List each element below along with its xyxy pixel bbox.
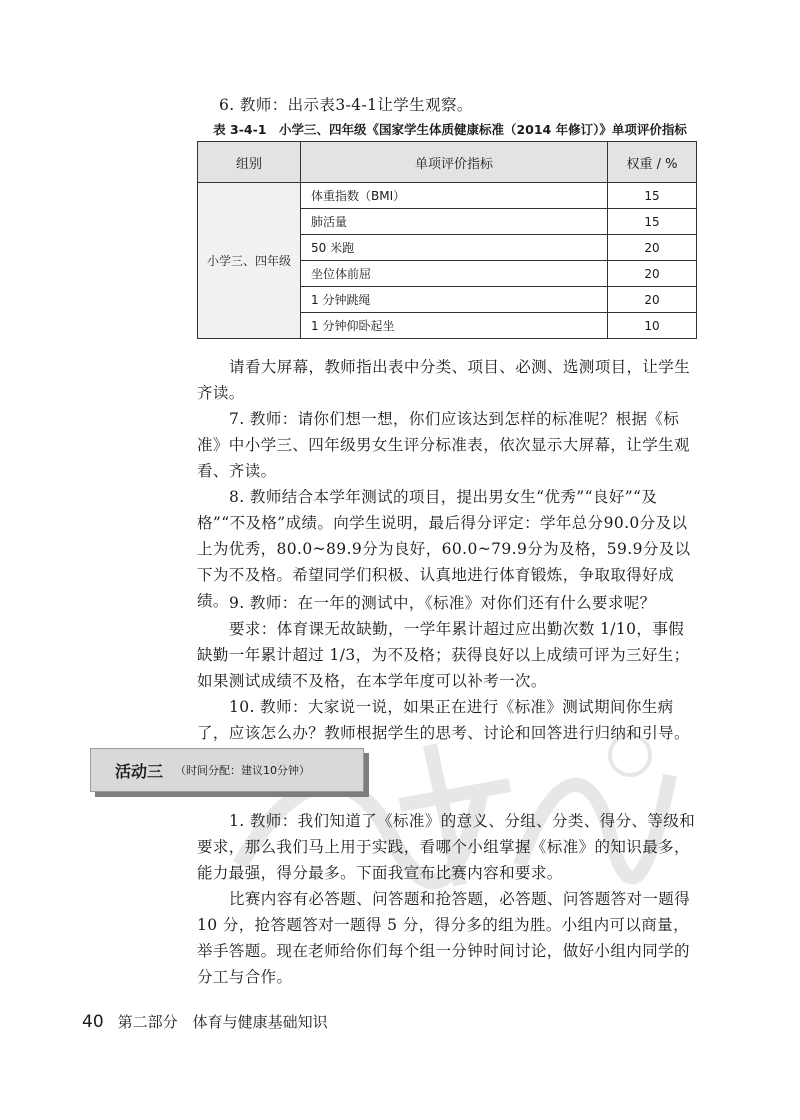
table-row [198,183,697,209]
activity-title: 活动三 [115,761,164,781]
activity-paragraph-2: 比赛内容有必答题、问答题和抢答题，必答题、问答题答对一题得 10 分，抢答题答对一题得 5 分，得分多的组为胜。小组内可以商量，举手答题。现在老师给你们每个组一分钟时间讨论，做好小组内同学的分工与合作。 [197,890,691,986]
indicator-cell: 肺活量 [301,209,608,235]
activity-paragraph-1: 1. 教师：我们知道了《标准》的意义、分组、分类、得分、等级和要求，那么我们马上用于实践，看哪个小组掌握《标准》的知识最多，能力最强，得分最多。下面我宣布比赛内容和要求。 [197,812,696,882]
section-title: 第二部分 体育与健康基础知识 [117,1013,328,1031]
paragraph-10: 10. 教师：大家说一说，如果正在进行《标准》测试期间你生病了，应该怎么办？教师根据学生的思考、讨论和回答进行归纳和引导。 [197,698,690,742]
activity-time-note: （时间分配：建议10分钟） [175,764,311,777]
indicator-cell: 体重指数（BMI） [301,183,608,209]
weight-cell: 15 [608,209,697,235]
group-cell: 小学三、四年级 [198,183,301,339]
table-header-row [198,142,697,183]
weight-cell: 15 [608,183,697,209]
paragraph-7: 7. 教师：请你们想一想，你们应该达到怎样的标准呢？根据《标准》中小学三、四年级男女生评分标准表，依次显示大屏幕，让学生观看、齐读。 [197,410,690,480]
indicator-cell: 50 米跑 [301,235,608,261]
indicator-cell: 坐位体前屈 [301,261,608,287]
page-footer [82,1011,328,1032]
weight-cell: 20 [608,287,697,313]
header-indicator: 单项评价指标 [301,142,608,183]
paragraph-8: 8. 教师结合本学年测试的项目，提出男女生“优秀”“良好”“及格”“不及格”成绩。向学生说明，最后得分评定：学年总分90.0分及以上为优秀，80.0~89.9分为良好，60.0~79.9分为及格，59.9分及以下为不及格。希望同学们积极、认真地进行体育锻炼，争取取得好成绩。 [197,488,691,610]
header-weight: 权重 / % [608,142,697,183]
weight-cell: 10 [608,313,697,339]
evaluation-table [197,141,697,339]
indicator-cell: 1 分钟跳绳 [301,287,608,313]
table-caption: 表 3-4-1 小学三、四年级《国家学生体质健康标准（2014 年修订）》单项评价指标 [213,122,687,137]
paragraph-screen: 请看大屏幕，教师指出表中分类、项目、必测、选测项目，让学生齐读。 [197,358,691,402]
paragraph-requirements: 要求：体育课无故缺勤，一学年累计超过应出勤次数 1/10，事假缺勤一年累计超过 1/3，为不及格；获得良好以上成绩可评为三好生；如果测试成绩不及格，在本学年度可以补考一次。 [197,620,690,690]
intro-paragraph: 6. 教师：出示表3-4-1让学生观察。 [219,96,473,114]
page-number: 40 [82,1012,104,1032]
weight-cell: 20 [608,235,697,261]
header-group: 组别 [198,142,301,183]
activity-banner [90,748,364,792]
indicator-cell: 1 分钟仰卧起坐 [301,313,608,339]
weight-cell: 20 [608,261,697,287]
paragraph-9: 9. 教师：在一年的测试中，《标准》对你们还有什么要求呢？ [229,594,656,612]
